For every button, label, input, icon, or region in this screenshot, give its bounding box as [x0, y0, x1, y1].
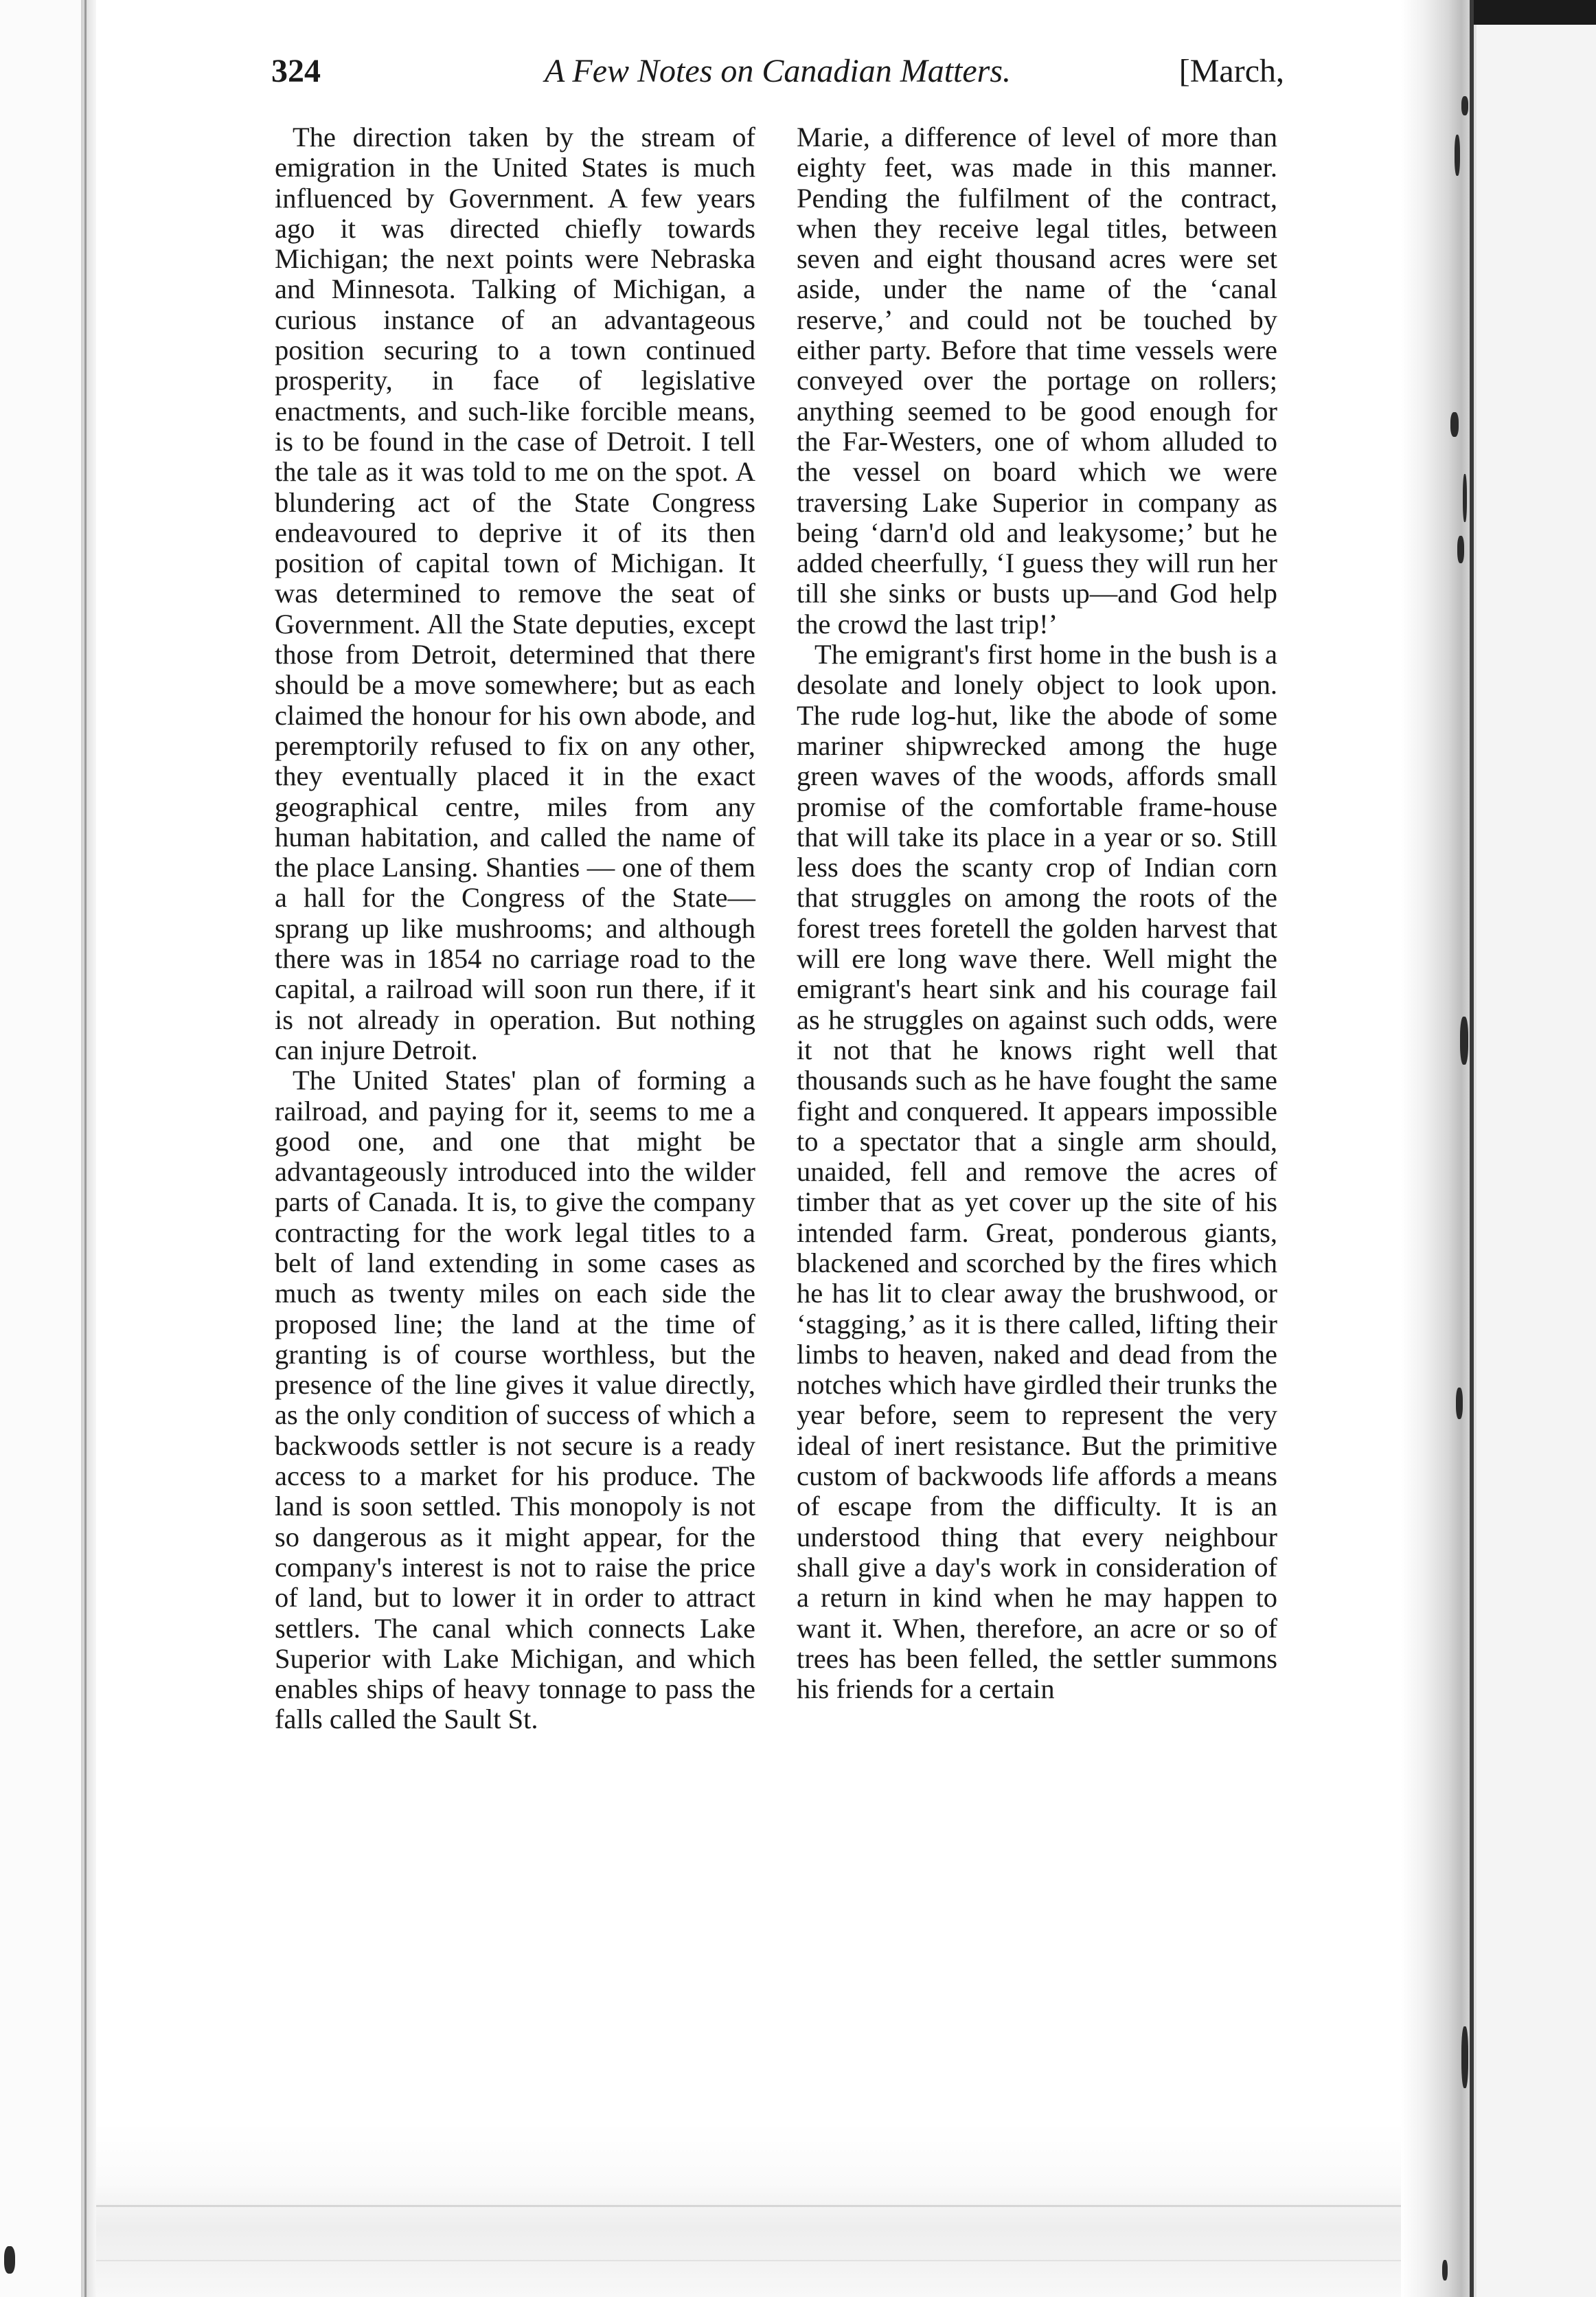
- scan-speck: [1456, 1388, 1463, 1419]
- right-column: [797, 122, 1277, 1704]
- scan-corner-dark: [1474, 0, 1596, 25]
- running-title: A Few Notes on Canadian Matters.: [544, 53, 1012, 89]
- scan-speck: [1461, 2026, 1468, 2088]
- scan-margin-left: [0, 0, 81, 2297]
- gutter-shadow: [1401, 0, 1477, 2297]
- facing-page-strip: [1477, 0, 1596, 2297]
- scan-speck: [1442, 2260, 1448, 2281]
- page-bottom-fold: [96, 2123, 1401, 2297]
- paragraph: The emigrant's first home in the bush is a desolate and lonely object to look upon. The rude log-hut, like the abode of some mariner shipwrecked among the huge green waves of the woods, affords small promise of the comfortable frame-house that will take its place in a year or so. Still less does the scanty crop of Indian corn that struggles on among the roots of the forest trees foretell the golden harvest that will ere long wave there. Well might the emigrant's heart sink and his courage fail as he struggles on against such odds, were it not that he knows right well that thousands such as he have fought the same fight and conquered. It appears impossible to a spectator that a single arm should, unaided, fell and remove the acres of timber that as yet cover up the site of his intended farm. Great, ponderous giants, blackened and scorched by the fires which he has lit to clear away the brushwood, or ‘stagging,’ as it is there called, lifting their limbs to heaven, naked and dead from the notches which have girdled their trunks the year before, seem to represent the very ideal of inert resistance. But the primitive custom of backwoods life affords a means of escape from the difficulty. It is an understood thing that every neighbour shall give a day's work in consideration of a return in kind when he may happen to want it. When, therefore, an acre or so of trees has been felled, the settler summons his friends for a certain: [797, 639, 1277, 1705]
- scan-speck: [1450, 412, 1459, 437]
- scan-speck: [1460, 1017, 1468, 1065]
- running-date: [March,: [1178, 53, 1284, 89]
- scan-speck: [4, 2246, 15, 2274]
- scan-speck: [1455, 135, 1460, 176]
- left-column: [275, 122, 755, 1735]
- page-number: 324: [271, 53, 321, 89]
- facing-page-edge: [1470, 0, 1474, 2297]
- paragraph-continued: Marie, a difference of level of more than eighty feet, was made in this manner. Pending the fulfilment of the contract, when they receive legal titles, between seven and eight thousand acres were set aside, under the name of the ‘canal reserve,’ and could not be touched by either party. Before that time vessels were conveyed over the portage on rollers; anything seemed to be good enough for the Far-Westers, one of whom alluded to the vessel on board which we were traversing Lake Superior in company as being ‘darn'd old and leakysome;’ but he added cheerfully, ‘I guess they will run her till she sinks or busts up—and God help the crowd the last trip!’: [797, 122, 1277, 640]
- page-binding-edge: [81, 0, 96, 2297]
- paragraph: The United States' plan of forming a railroad, and paying for it, seems to me a good one, and one that might be advantageously introduced into the wilder parts of Canada. It is, to give the company contracting for the work legal titles to a belt of land extending in some cases as much as twenty miles on each side the proposed line; the land at the time of granting is of course worthless, but the presence of the line gives it value directly, as the only condition of success of which a backwoods settler is not secure is a ready access to a market for his produce. The land is soon settled. This monopoly is not so dangerous as it might appear, for the company's interest is not to raise the price of land, but to lower it in order to attract settlers. The canal which connects Lake Superior with Lake Michigan, and which enables ships of heavy tonnage to pass the falls called the Sault St.: [275, 1065, 755, 1735]
- scan-speck: [1463, 474, 1467, 522]
- scan-speck: [1461, 96, 1468, 115]
- running-head: [271, 51, 1284, 92]
- scan-speck: [1457, 536, 1464, 563]
- paragraph: The direction taken by the stream of emigration in the United States is much influenced by Government. A few years ago it was directed chiefly towards Michigan; the next points were Nebraska and Minnesota. Talking of Michigan, a curious instance of an advantageous position securing to a town continued prosperity, in face of legislative enactments, and such-like forcible means, is to be found in the case of Detroit. I tell the tale as it was told to me on the spot. A blundering act of the State Congress endeavoured to deprive it of its then position of capital town of Michigan. It was determined to remove the seat of Government. All the State deputies, except those from Detroit, determined that there should be a move somewhere; but as each claimed the honour for his own abode, and peremptorily refused to fix on any other, they eventually placed it in the exact geographical centre, miles from any human habitation, and called the name of the place Lansing. Shanties — one of them a hall for the Congress of the State—sprang up like mushrooms; and although there was in 1854 no carriage road to the capital, a railroad will soon run there, if it is not already in operation. But nothing can injure Detroit.: [275, 122, 755, 1065]
